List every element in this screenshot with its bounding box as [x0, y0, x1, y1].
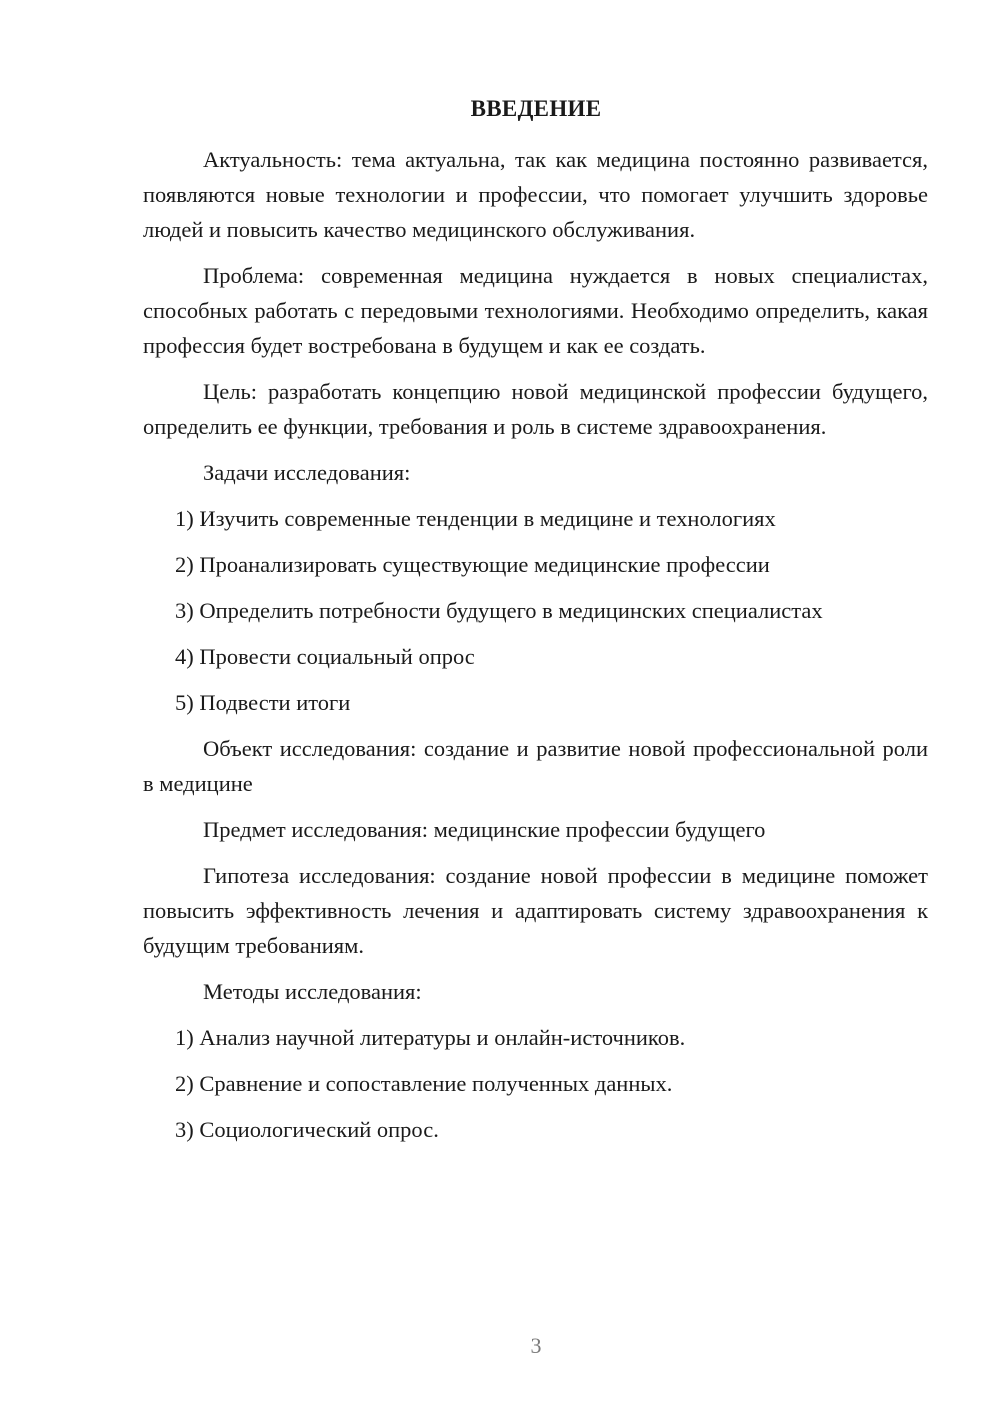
list-item: 3) Определить потребности будущего в медицинских специалистах [175, 598, 823, 623]
paragraph-relevance: Актуальность: тема актуальна, так как медицина постоянно развивается, появляются новые технологии и профессии, что помогает улучшить здоровье людей и повысить качество медицинского обслуживания. [143, 147, 928, 242]
paragraph-hypothesis: Гипотеза исследования: создание новой профессии в медицине поможет повысить эффективность лечения и адаптировать систему здравоохранения к будущим требованиям. [143, 863, 928, 958]
methods-list [143, 1020, 928, 1147]
methods-title: Методы исследования: [203, 979, 422, 1004]
section-heading: ВВЕДЕНИЕ [470, 96, 602, 121]
document-body [143, 142, 928, 1158]
paragraph-subject: Предмет исследования: медицинские профессии будущего [203, 817, 766, 842]
list-item: 3) Социологический опрос. [175, 1117, 439, 1142]
list-item: 1) Изучить современные тенденции в медицине и технологиях [175, 506, 776, 531]
page-number: 3 [530, 1333, 542, 1358]
list-item: 1) Анализ научной литературы и онлайн-источников. [175, 1025, 686, 1050]
list-item: 2) Проанализировать существующие медицинские профессии [175, 552, 770, 577]
list-item: 4) Провести социальный опрос [175, 644, 475, 669]
tasks-title: Задачи исследования: [203, 460, 411, 485]
tasks-list [143, 501, 928, 720]
paragraph-goal: Цель: разработать концепцию новой медицинской профессии будущего, определить ее функции, требования и роль в системе здравоохранения. [143, 379, 928, 439]
list-item: 2) Сравнение и сопоставление полученных данных. [175, 1071, 673, 1096]
list-item: 5) Подвести итоги [175, 690, 351, 715]
paragraph-object: Объект исследования: создание и развитие новой профессиональной роли в медицине [143, 736, 928, 796]
paragraph-problem: Проблема: современная медицина нуждается в новых специалистах, способных работать с передовыми технологиями. Необходимо определить, какая профессия будет востребована в будущем и как ее создать. [143, 263, 928, 358]
